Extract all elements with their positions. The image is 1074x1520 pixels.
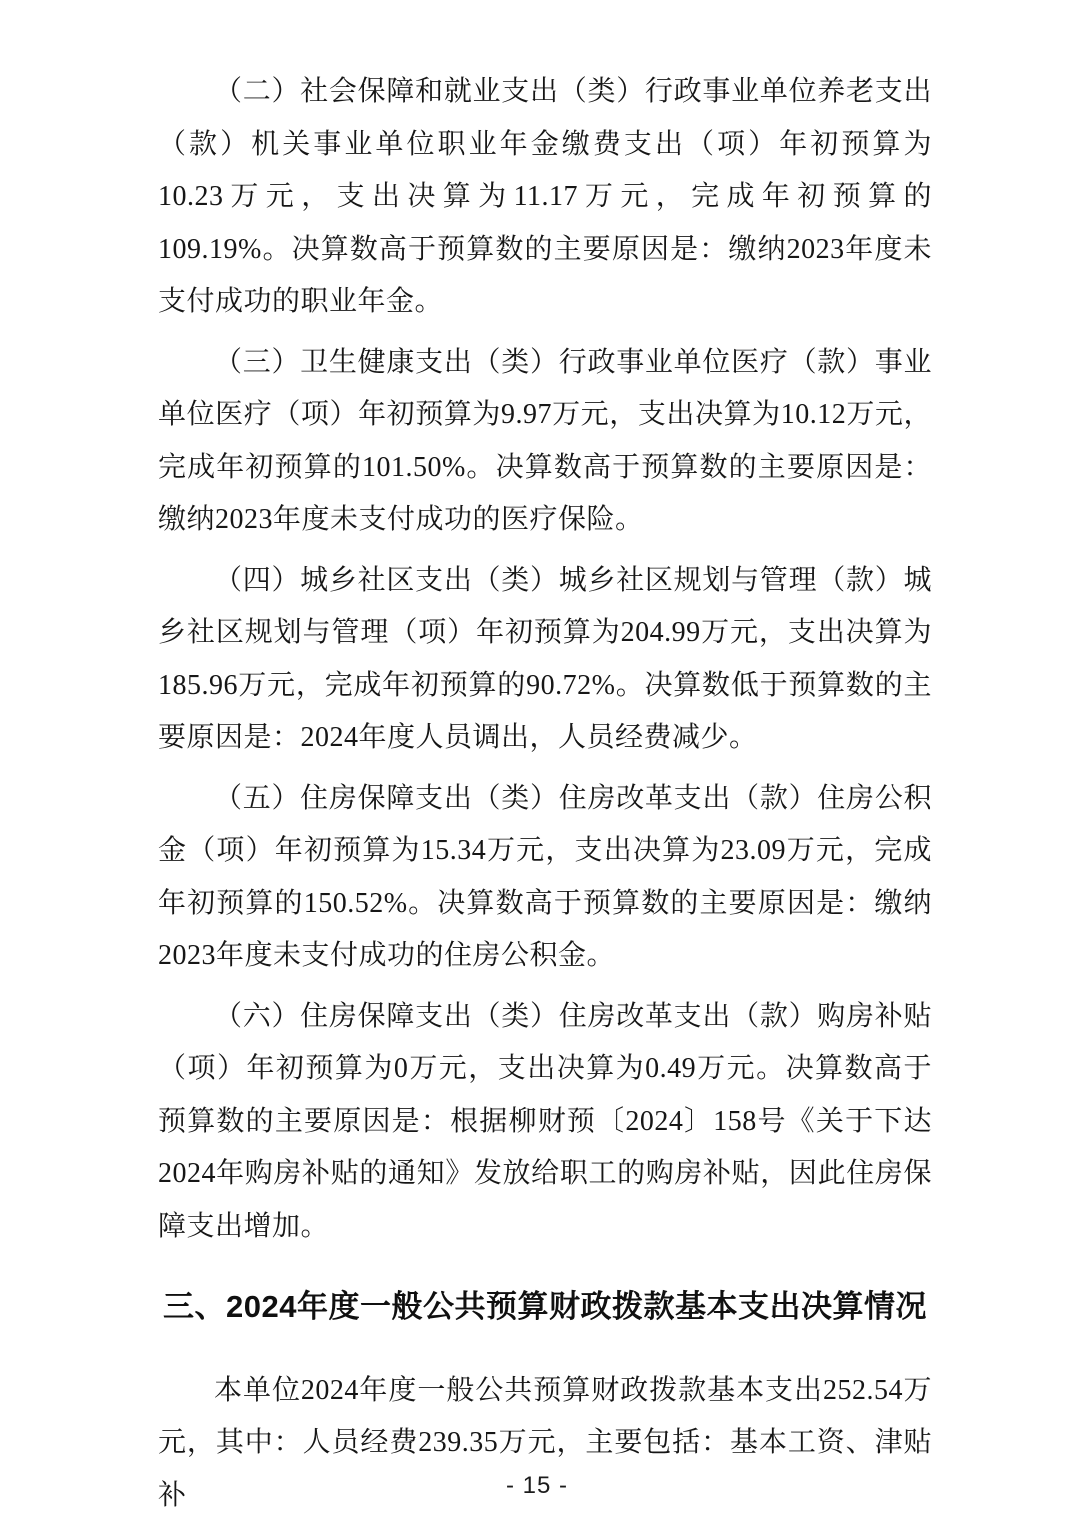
page-number: - 15 -	[505, 1472, 568, 1499]
paragraph-urban-rural-community-expenditure: （四）城乡社区支出（类）城乡社区规划与管理（款）城乡社区规划与管理（项）年初预算为204.99万元，支出决算为185.96万元，完成年初预算的90.72%。决算数低于预算数的主要原因是：2024年度人员调出，人员经费减少。	[158, 564, 932, 753]
paragraph-health-expenditure: （三）卫生健康支出（类）行政事业单位医疗（款）事业单位医疗（项）年初预算为9.97万元，支出决算为10.12万元，完成年初预算的101.50%。决算数高于预算数的主要原因是：缴纳2023年度未支付成功的医疗保险。	[158, 346, 932, 535]
paragraph-social-security-expenditure: （二）社会保障和就业支出（类）行政事业单位养老支出（款）机关事业单位职业年金缴费支出（项）年初预算为10.23万元，支出决算为11.17万元，完成年初预算的109.19%。决算数高于预算数的主要原因是：缴纳2023年度未支付成功的职业年金。	[158, 76, 932, 317]
paragraph-housing-fund-expenditure: （五）住房保障支出（类）住房改革支出（款）住房公积金（项）年初预算为15.34万元，支出决算为23.09万元，完成年初预算的150.52%。决算数高于预算数的主要原因是：缴纳2023年度未支付成功的住房公积金。	[158, 782, 932, 971]
section-heading-basic-expenditure: 三、2024年度一般公共预算财政拨款基本支出决算情况	[163, 1289, 927, 1324]
document-body	[158, 66, 932, 1520]
paragraph-housing-subsidy-expenditure: （六）住房保障支出（类）住房改革支出（款）购房补贴（项）年初预算为0万元，支出决算为0.49万元。决算数高于预算数的主要原因是：根据柳财预〔2024〕158号《关于下达2024年购房补贴的通知》发放给职工的购房补贴，因此住房保障支出增加。	[158, 1000, 932, 1242]
page-footer	[0, 1472, 1074, 1500]
paragraph-basic-expenditure-summary: 本单位2024年度一般公共预算财政拨款基本支出252.54万元，其中：人员经费239.35万元，主要包括：基本工资、津贴补	[158, 1374, 932, 1511]
